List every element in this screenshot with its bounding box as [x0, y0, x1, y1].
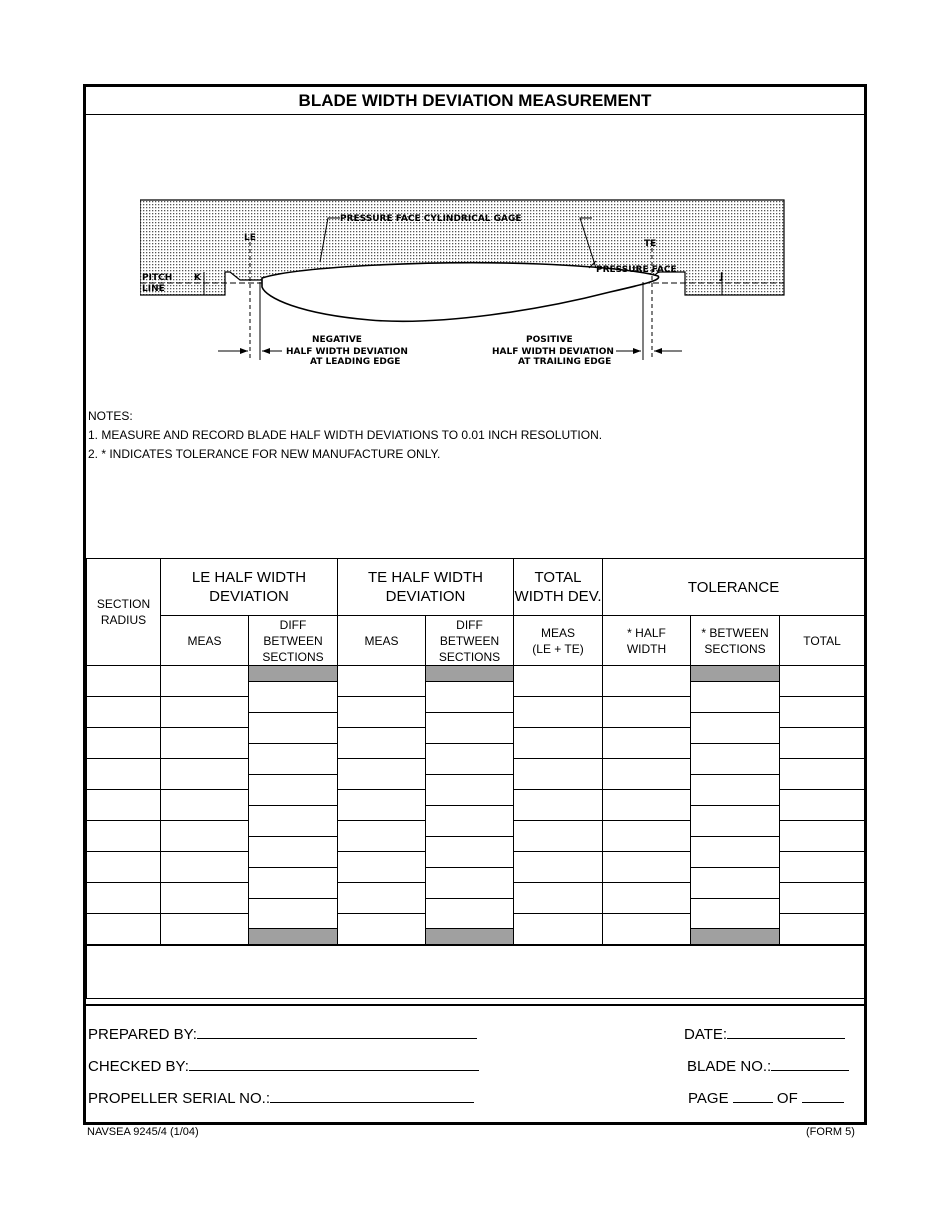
tolerance-total-header: TOTAL [780, 616, 865, 666]
diff-between-column [426, 666, 514, 946]
te-meas-header: MEAS [338, 616, 426, 666]
diff-cell[interactable] [691, 774, 779, 806]
diff-cell[interactable] [426, 743, 513, 775]
table-cell[interactable] [514, 728, 603, 759]
diff-between-column [249, 666, 338, 946]
table-cell[interactable] [514, 759, 603, 790]
diff-cell[interactable] [691, 898, 779, 930]
diff-cell[interactable] [249, 712, 337, 744]
date-field[interactable]: DATE: [684, 1024, 845, 1043]
table-cell[interactable] [87, 728, 161, 759]
checked-by-field[interactable]: CHECKED BY: [88, 1056, 479, 1075]
diff-cell[interactable] [691, 681, 779, 713]
table-cell[interactable] [161, 759, 249, 790]
table-cell[interactable] [161, 666, 249, 697]
table-cell[interactable] [338, 790, 426, 821]
table-cell[interactable] [514, 666, 603, 697]
table-cell[interactable] [603, 790, 691, 821]
table-cell[interactable] [161, 914, 249, 946]
table-cell[interactable] [514, 821, 603, 852]
table-cell[interactable] [87, 821, 161, 852]
page-field[interactable]: PAGE OF [688, 1088, 844, 1107]
te-half-width-header: TE HALF WIDTH DEVIATION [338, 559, 514, 616]
table-cell[interactable] [780, 852, 865, 883]
pitch-label: PITCH [142, 273, 173, 283]
line-label: LINE [142, 284, 165, 294]
table-cell[interactable] [780, 790, 865, 821]
table-cell[interactable] [514, 883, 603, 914]
note-2: 2. * INDICATES TOLERANCE FOR NEW MANUFACTURE ONLY. [88, 447, 441, 461]
table-cell[interactable] [161, 821, 249, 852]
diff-cell[interactable] [426, 867, 513, 899]
diff-cell[interactable] [426, 898, 513, 930]
propeller-serial-field[interactable]: PROPELLER SERIAL NO.: [88, 1088, 474, 1107]
shaded-cell [426, 928, 513, 944]
table-cell[interactable] [603, 883, 691, 914]
table-cell[interactable] [603, 821, 691, 852]
half-width-header: * HALF WIDTH [603, 616, 691, 666]
table-cell[interactable] [338, 697, 426, 728]
le-meas-header: MEAS [161, 616, 249, 666]
blade-no-field[interactable]: BLADE NO.: [687, 1056, 849, 1075]
diff-cell[interactable] [249, 805, 337, 837]
table-cell[interactable] [514, 790, 603, 821]
diff-cell[interactable] [691, 867, 779, 899]
diff-cell[interactable] [691, 836, 779, 868]
table-cell[interactable] [161, 728, 249, 759]
table-cell[interactable] [87, 914, 161, 946]
table-cell[interactable] [780, 728, 865, 759]
table-cell[interactable] [338, 666, 426, 697]
table-cell[interactable] [161, 852, 249, 883]
shaded-cell [691, 666, 779, 681]
tolerance-header: TOLERANCE [603, 559, 865, 616]
table-cell[interactable] [780, 697, 865, 728]
diff-cell[interactable] [691, 743, 779, 775]
table-cell[interactable] [780, 666, 865, 697]
table-row [87, 666, 865, 697]
table-cell[interactable] [780, 914, 865, 946]
diff-cell[interactable] [426, 681, 513, 713]
table-cell[interactable] [603, 728, 691, 759]
table-cell[interactable] [161, 883, 249, 914]
diff-cell[interactable] [249, 898, 337, 930]
shaded-cell [691, 928, 779, 944]
shaded-cell [249, 666, 337, 681]
te-label: TE [644, 239, 657, 249]
table-cell[interactable] [514, 914, 603, 946]
remarks-area[interactable] [87, 945, 865, 999]
j-label: J [720, 272, 724, 282]
table-cell[interactable] [338, 759, 426, 790]
table-cell[interactable] [603, 759, 691, 790]
table-cell[interactable] [780, 821, 865, 852]
diff-between-column [691, 666, 780, 946]
te-deviation-label-1: HALF WIDTH DEVIATION [492, 347, 614, 357]
negative-label: NEGATIVE [312, 335, 362, 345]
signature-block [86, 1004, 864, 1124]
diff-cell[interactable] [249, 836, 337, 868]
table-cell[interactable] [161, 790, 249, 821]
diff-cell[interactable] [691, 805, 779, 837]
table-cell[interactable] [603, 666, 691, 697]
table-cell[interactable] [161, 697, 249, 728]
table-cell[interactable] [338, 728, 426, 759]
table-cell[interactable] [338, 821, 426, 852]
form-frame [83, 84, 867, 1125]
table-cell[interactable] [603, 697, 691, 728]
table-cell[interactable] [780, 759, 865, 790]
notes [88, 407, 602, 464]
gage-label: PRESSURE FACE CYLINDRICAL GAGE [340, 214, 522, 224]
te-diff-header: DIFF BETWEEN SECTIONS [426, 616, 514, 666]
diff-cell[interactable] [249, 867, 337, 899]
positive-label: POSITIVE [526, 335, 573, 345]
le-deviation-label-1: HALF WIDTH DEVIATION [286, 347, 408, 357]
table-cell[interactable] [87, 759, 161, 790]
form-title: BLADE WIDTH DEVIATION MEASUREMENT [86, 87, 864, 115]
diff-cell[interactable] [426, 774, 513, 806]
le-label: LE [244, 233, 256, 243]
shaded-cell [426, 666, 513, 681]
diff-cell[interactable] [249, 774, 337, 806]
le-deviation-label-2: AT LEADING EDGE [310, 357, 401, 367]
table-cell[interactable] [603, 852, 691, 883]
table-cell[interactable] [87, 697, 161, 728]
table-cell[interactable] [338, 914, 426, 946]
table-cell[interactable] [338, 852, 426, 883]
measurement-table [86, 558, 865, 999]
te-deviation-label-2: AT TRAILING EDGE [518, 357, 612, 367]
diff-cell[interactable] [426, 836, 513, 868]
diff-cell[interactable] [249, 743, 337, 775]
pressure-face-label: PRESSURE FACE [596, 265, 677, 275]
form-number: NAVSEA 9245/4 (1/04) [87, 1126, 199, 1138]
total-meas-header: MEAS (LE + TE) [514, 616, 603, 666]
table-cell[interactable] [514, 697, 603, 728]
total-width-header: TOTAL WIDTH DEV. [514, 559, 603, 616]
prepared-by-field[interactable]: PREPARED BY: [88, 1024, 477, 1043]
le-half-width-header: LE HALF WIDTH DEVIATION [161, 559, 338, 616]
blade-diagram [140, 162, 800, 382]
diff-cell[interactable] [691, 712, 779, 744]
diff-cell[interactable] [249, 681, 337, 713]
table-cell[interactable] [87, 790, 161, 821]
table-cell[interactable] [87, 666, 161, 697]
le-diff-header: DIFF BETWEEN SECTIONS [249, 616, 338, 666]
between-sections-header: * BETWEEN SECTIONS [691, 616, 780, 666]
table-cell[interactable] [338, 883, 426, 914]
table-cell[interactable] [514, 852, 603, 883]
section-radius-header: SECTION RADIUS [87, 559, 161, 666]
table-cell[interactable] [87, 852, 161, 883]
shaded-cell [249, 928, 337, 944]
note-1: 1. MEASURE AND RECORD BLADE HALF WIDTH DEVIATIONS TO 0.01 INCH RESOLUTION. [88, 428, 603, 442]
diff-cell[interactable] [426, 712, 513, 744]
diff-cell[interactable] [426, 805, 513, 837]
k-label: K [194, 273, 201, 283]
form-label: (FORM 5) [806, 1126, 855, 1138]
table-cell[interactable] [780, 883, 865, 914]
table-cell[interactable] [603, 914, 691, 946]
notes-heading: NOTES: [88, 409, 133, 423]
table-cell[interactable] [87, 883, 161, 914]
